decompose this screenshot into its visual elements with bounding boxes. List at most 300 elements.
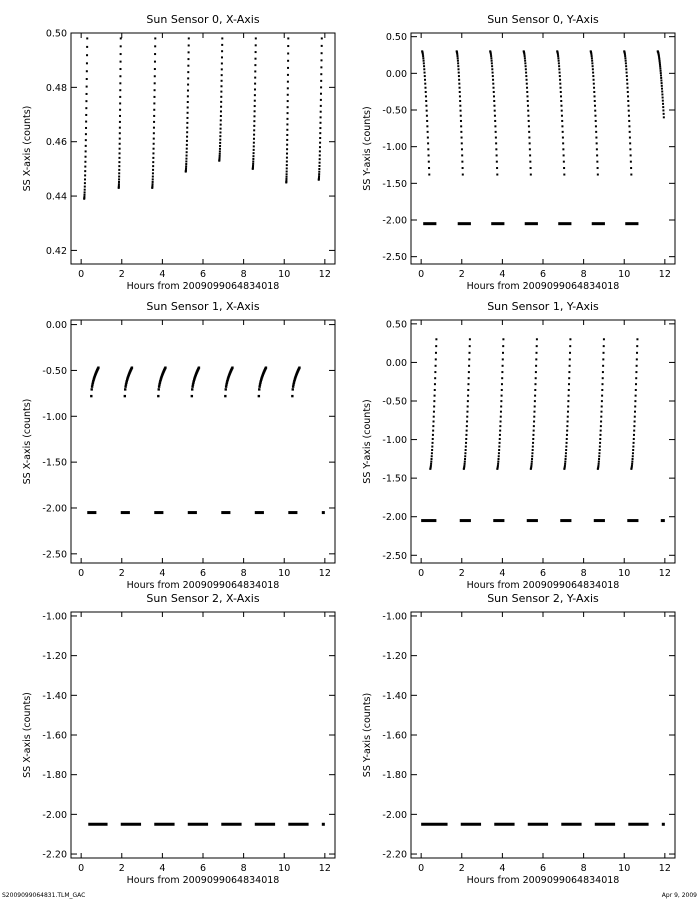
data-point bbox=[320, 93, 322, 95]
data-point bbox=[627, 91, 629, 93]
x-axis-label: Hours from 2009099064834018 bbox=[466, 281, 620, 292]
data-point bbox=[636, 338, 638, 340]
plot-frame bbox=[71, 612, 335, 858]
data-point bbox=[253, 138, 255, 140]
data-point bbox=[490, 53, 492, 55]
data-point bbox=[186, 122, 188, 124]
data-point bbox=[118, 165, 120, 167]
data-point bbox=[568, 395, 570, 397]
data-point bbox=[662, 106, 664, 108]
data-point bbox=[431, 455, 433, 457]
data-point bbox=[252, 163, 254, 165]
data-point bbox=[462, 174, 464, 176]
data-point bbox=[458, 79, 460, 81]
data-point bbox=[219, 139, 221, 141]
data-point bbox=[225, 385, 227, 387]
data-point bbox=[319, 162, 321, 164]
data-point bbox=[661, 93, 663, 95]
data-point bbox=[119, 109, 121, 111]
data-point bbox=[531, 452, 533, 454]
data-point bbox=[628, 115, 630, 117]
x-tick-label: 2 bbox=[118, 863, 125, 874]
data-point bbox=[661, 85, 663, 87]
data-point bbox=[602, 371, 604, 373]
data-point bbox=[118, 185, 120, 187]
data-point bbox=[459, 95, 461, 97]
data-point bbox=[567, 405, 569, 407]
data-point bbox=[426, 120, 428, 122]
data-point bbox=[563, 174, 565, 176]
data-point bbox=[319, 137, 321, 139]
data-point bbox=[560, 95, 562, 97]
data-point bbox=[118, 172, 120, 174]
data-point bbox=[118, 183, 120, 185]
data-point bbox=[627, 87, 629, 89]
data-point bbox=[431, 458, 433, 460]
data-point bbox=[85, 139, 87, 141]
data-point bbox=[660, 79, 662, 81]
data-point bbox=[625, 62, 627, 64]
data-point bbox=[285, 180, 287, 182]
data-point bbox=[84, 186, 86, 188]
data-point bbox=[320, 80, 322, 82]
data-point bbox=[499, 438, 501, 440]
data-point bbox=[660, 74, 662, 76]
data-point bbox=[433, 416, 435, 418]
data-point bbox=[467, 389, 469, 391]
data-point bbox=[630, 154, 632, 156]
data-point bbox=[460, 120, 462, 122]
data-point bbox=[629, 148, 631, 150]
data-point bbox=[431, 449, 433, 451]
data-point bbox=[601, 400, 603, 402]
y-tick-label: -1.50 bbox=[42, 457, 67, 469]
data-point bbox=[625, 60, 627, 62]
data-point bbox=[661, 82, 663, 84]
data-point bbox=[460, 131, 462, 133]
data-point bbox=[557, 53, 559, 55]
x-axis-label: Hours from 2009099064834018 bbox=[126, 281, 280, 292]
data-point bbox=[319, 150, 321, 152]
y-tick-label: -1.00 bbox=[382, 435, 407, 447]
data-point bbox=[468, 371, 470, 373]
data-point bbox=[631, 461, 633, 463]
data-point bbox=[423, 68, 425, 70]
data-point bbox=[427, 137, 429, 139]
data-point bbox=[524, 62, 526, 64]
data-point bbox=[532, 438, 534, 440]
x-tick-label: 6 bbox=[539, 863, 547, 874]
data-point bbox=[152, 161, 154, 163]
data-point bbox=[532, 442, 534, 444]
y-tick-label: -1.00 bbox=[382, 611, 407, 623]
data-point bbox=[498, 458, 500, 460]
data-point bbox=[425, 100, 427, 102]
data-point bbox=[252, 155, 254, 157]
data-point bbox=[490, 57, 492, 59]
x-tick-label: 0 bbox=[78, 863, 85, 874]
data-point bbox=[291, 395, 293, 397]
data-point bbox=[154, 82, 156, 84]
data-point bbox=[627, 105, 629, 107]
data-point bbox=[426, 125, 428, 127]
data-point bbox=[254, 105, 256, 107]
data-point bbox=[558, 62, 560, 64]
data-point bbox=[596, 142, 598, 144]
y-tick-label: -2.50 bbox=[42, 549, 67, 561]
data-point bbox=[286, 139, 288, 141]
data-point bbox=[526, 95, 528, 97]
data-point bbox=[525, 65, 527, 67]
data-point bbox=[464, 452, 466, 454]
data-point bbox=[534, 405, 536, 407]
x-axis-label: Hours from 2009099064834018 bbox=[466, 580, 620, 591]
data-point bbox=[562, 131, 564, 133]
data-point bbox=[593, 79, 595, 81]
data-point bbox=[458, 83, 460, 85]
data-point bbox=[131, 366, 133, 368]
data-point bbox=[464, 455, 466, 457]
data-point bbox=[422, 53, 424, 55]
data-point bbox=[565, 449, 567, 451]
x-tick-label: 8 bbox=[240, 269, 247, 280]
data-point bbox=[433, 400, 435, 402]
data-point bbox=[253, 149, 255, 151]
y-tick-label: 0.50 bbox=[45, 28, 67, 40]
data-point bbox=[659, 68, 661, 70]
data-point bbox=[502, 358, 504, 360]
data-point bbox=[526, 87, 528, 89]
data-point bbox=[468, 377, 470, 379]
data-point bbox=[629, 131, 631, 133]
data-point bbox=[493, 87, 495, 89]
data-point bbox=[493, 91, 495, 93]
data-point bbox=[434, 395, 436, 397]
data-point bbox=[252, 165, 254, 167]
data-point bbox=[491, 62, 493, 64]
data-point bbox=[460, 125, 462, 127]
data-point bbox=[154, 53, 156, 55]
data-point bbox=[569, 345, 571, 347]
data-point bbox=[466, 425, 468, 427]
data-point bbox=[185, 163, 187, 165]
data-point bbox=[287, 74, 289, 76]
data-point bbox=[219, 142, 221, 144]
data-point bbox=[287, 52, 289, 54]
data-point bbox=[502, 345, 504, 347]
y-tick-label: -1.40 bbox=[382, 690, 407, 702]
data-point bbox=[254, 58, 256, 60]
data-point bbox=[435, 358, 437, 360]
data-point bbox=[592, 72, 594, 74]
data-point bbox=[428, 167, 430, 169]
data-point bbox=[286, 148, 288, 150]
data-point bbox=[492, 83, 494, 85]
data-point bbox=[491, 60, 493, 62]
x-tick-label: 0 bbox=[78, 269, 85, 280]
data-point bbox=[502, 365, 504, 367]
data-point bbox=[535, 358, 537, 360]
data-point bbox=[603, 345, 605, 347]
data-point bbox=[86, 62, 88, 64]
data-point bbox=[566, 438, 568, 440]
data-point bbox=[435, 338, 437, 340]
data-point bbox=[219, 155, 221, 157]
data-point bbox=[286, 176, 288, 178]
data-point bbox=[285, 178, 287, 180]
data-point bbox=[119, 127, 121, 129]
data-point bbox=[435, 365, 437, 367]
data-point bbox=[287, 106, 289, 108]
data-point bbox=[567, 411, 569, 413]
data-point bbox=[435, 352, 437, 354]
data-point bbox=[627, 95, 629, 97]
data-point bbox=[459, 100, 461, 102]
data-point bbox=[253, 115, 255, 117]
y-tick-label: -0.50 bbox=[382, 105, 407, 117]
data-point bbox=[220, 101, 222, 103]
data-point bbox=[499, 434, 501, 436]
x-tick-label: 10 bbox=[618, 568, 631, 579]
panel-0 bbox=[22, 13, 335, 292]
data-point bbox=[85, 133, 87, 135]
x-tick-label: 0 bbox=[418, 269, 425, 280]
data-point bbox=[595, 125, 597, 127]
data-point bbox=[258, 385, 260, 387]
data-point bbox=[500, 416, 502, 418]
data-point bbox=[495, 142, 497, 144]
data-point bbox=[500, 405, 502, 407]
data-series bbox=[421, 50, 665, 223]
data-point bbox=[425, 105, 427, 107]
data-point bbox=[636, 352, 638, 354]
data-point bbox=[466, 411, 468, 413]
data-point bbox=[598, 461, 600, 463]
data-point bbox=[286, 164, 288, 166]
data-point bbox=[191, 395, 193, 397]
data-point bbox=[663, 113, 665, 115]
data-point bbox=[458, 68, 460, 70]
data-point bbox=[498, 449, 500, 451]
data-point bbox=[490, 55, 492, 57]
data-point bbox=[529, 148, 531, 150]
data-point bbox=[85, 107, 87, 109]
data-point bbox=[459, 87, 461, 89]
y-tick-label: 0.46 bbox=[45, 137, 67, 149]
data-point bbox=[254, 83, 256, 85]
data-point bbox=[319, 154, 321, 156]
y-tick-label: -1.20 bbox=[382, 651, 407, 663]
data-point bbox=[602, 383, 604, 385]
data-point bbox=[625, 68, 627, 70]
x-tick-label: 4 bbox=[159, 863, 166, 874]
data-point bbox=[502, 352, 504, 354]
x-tick-label: 12 bbox=[658, 568, 671, 579]
chart-title: Sun Sensor 0, Y-Axis bbox=[487, 13, 599, 26]
data-point bbox=[634, 411, 636, 413]
data-point bbox=[84, 161, 86, 163]
data-point bbox=[461, 142, 463, 144]
data-point bbox=[221, 56, 223, 58]
x-tick-label: 4 bbox=[499, 863, 506, 874]
data-point bbox=[220, 119, 222, 121]
x-tick-label: 12 bbox=[658, 269, 671, 280]
data-point bbox=[186, 148, 188, 150]
data-point bbox=[535, 365, 537, 367]
data-point bbox=[563, 161, 565, 163]
data-point bbox=[219, 132, 221, 134]
data-point bbox=[424, 79, 426, 81]
data-point bbox=[626, 79, 628, 81]
data-point bbox=[120, 61, 122, 63]
data-point bbox=[561, 125, 563, 127]
data-point bbox=[320, 73, 322, 75]
data-point bbox=[632, 455, 634, 457]
data-point bbox=[568, 383, 570, 385]
data-point bbox=[85, 156, 87, 158]
data-point bbox=[465, 442, 467, 444]
data-point bbox=[466, 416, 468, 418]
data-point bbox=[153, 127, 155, 129]
y-tick-label: 0.00 bbox=[385, 68, 407, 80]
data-point bbox=[628, 110, 630, 112]
data-point bbox=[498, 446, 500, 448]
data-point bbox=[533, 420, 535, 422]
data-point bbox=[500, 400, 502, 402]
data-point bbox=[603, 352, 605, 354]
plot-frame bbox=[411, 320, 675, 563]
data-point bbox=[529, 142, 531, 144]
data-point bbox=[425, 95, 427, 97]
data-point bbox=[457, 55, 459, 57]
data-point bbox=[465, 434, 467, 436]
data-point bbox=[255, 44, 257, 46]
y-tick-label: -2.20 bbox=[42, 849, 67, 861]
data-point bbox=[220, 110, 222, 112]
data-point bbox=[467, 383, 469, 385]
data-point bbox=[187, 65, 189, 67]
y-tick-label: 0.48 bbox=[45, 82, 67, 94]
data-point bbox=[157, 395, 159, 397]
data-point bbox=[320, 105, 322, 107]
data-point bbox=[600, 425, 602, 427]
data-point bbox=[319, 132, 321, 134]
data-point bbox=[120, 53, 122, 55]
data-point bbox=[119, 89, 121, 91]
data-point bbox=[660, 77, 662, 79]
data-point bbox=[118, 176, 120, 178]
data-point bbox=[601, 389, 603, 391]
data-point bbox=[84, 182, 86, 184]
data-point bbox=[468, 365, 470, 367]
data-point bbox=[320, 66, 322, 68]
data-point bbox=[524, 55, 526, 57]
data-point bbox=[591, 57, 593, 59]
data-point bbox=[186, 144, 188, 146]
data-point bbox=[432, 425, 434, 427]
data-point bbox=[124, 395, 126, 397]
data-point bbox=[153, 121, 155, 123]
data-point bbox=[424, 87, 426, 89]
data-point bbox=[594, 95, 596, 97]
data-point bbox=[601, 395, 603, 397]
data-point bbox=[625, 65, 627, 67]
data-point bbox=[258, 395, 260, 397]
data-point bbox=[627, 100, 629, 102]
data-point bbox=[427, 131, 429, 133]
data-point bbox=[593, 83, 595, 85]
data-point bbox=[85, 150, 87, 152]
data-point bbox=[221, 44, 223, 46]
data-point bbox=[85, 145, 87, 147]
data-point bbox=[431, 446, 433, 448]
data-point bbox=[430, 465, 432, 467]
data-point bbox=[286, 123, 288, 125]
data-point bbox=[86, 37, 88, 39]
data-point bbox=[120, 37, 122, 39]
data-point bbox=[596, 148, 598, 150]
data-point bbox=[529, 161, 531, 163]
data-point bbox=[186, 151, 188, 153]
data-point bbox=[432, 442, 434, 444]
plot-frame bbox=[411, 612, 675, 858]
data-point bbox=[528, 131, 530, 133]
data-point bbox=[286, 173, 288, 175]
data-point bbox=[252, 160, 254, 162]
data-point bbox=[631, 465, 633, 467]
data-point bbox=[534, 400, 536, 402]
x-tick-label: 10 bbox=[618, 269, 631, 280]
data-point bbox=[594, 110, 596, 112]
data-point bbox=[219, 135, 221, 137]
data-point bbox=[86, 78, 88, 80]
data-point bbox=[253, 145, 255, 147]
x-tick-label: 4 bbox=[499, 269, 506, 280]
data-point bbox=[187, 77, 189, 79]
data-point bbox=[84, 170, 86, 172]
data-point bbox=[84, 166, 86, 168]
data-point bbox=[427, 142, 429, 144]
data-point bbox=[564, 465, 566, 467]
data-point bbox=[526, 83, 528, 85]
data-point bbox=[494, 125, 496, 127]
data-point bbox=[599, 438, 601, 440]
data-point bbox=[496, 161, 498, 163]
data-point bbox=[492, 75, 494, 77]
data-point bbox=[662, 97, 664, 99]
data-point bbox=[592, 65, 594, 67]
data-point bbox=[153, 109, 155, 111]
data-point bbox=[254, 88, 256, 90]
data-point bbox=[84, 191, 86, 193]
data-point bbox=[568, 389, 570, 391]
y-tick-label: -1.20 bbox=[42, 651, 67, 663]
data-point bbox=[499, 430, 501, 432]
data-point bbox=[319, 127, 321, 129]
data-point bbox=[253, 152, 255, 154]
data-point bbox=[253, 125, 255, 127]
data-point bbox=[497, 465, 499, 467]
data-point bbox=[119, 152, 121, 154]
data-point bbox=[187, 58, 189, 60]
data-point bbox=[594, 105, 596, 107]
data-point bbox=[287, 81, 289, 83]
data-point bbox=[591, 62, 593, 64]
data-point bbox=[198, 366, 200, 368]
data-point bbox=[534, 383, 536, 385]
data-point bbox=[254, 110, 256, 112]
data-point bbox=[560, 87, 562, 89]
